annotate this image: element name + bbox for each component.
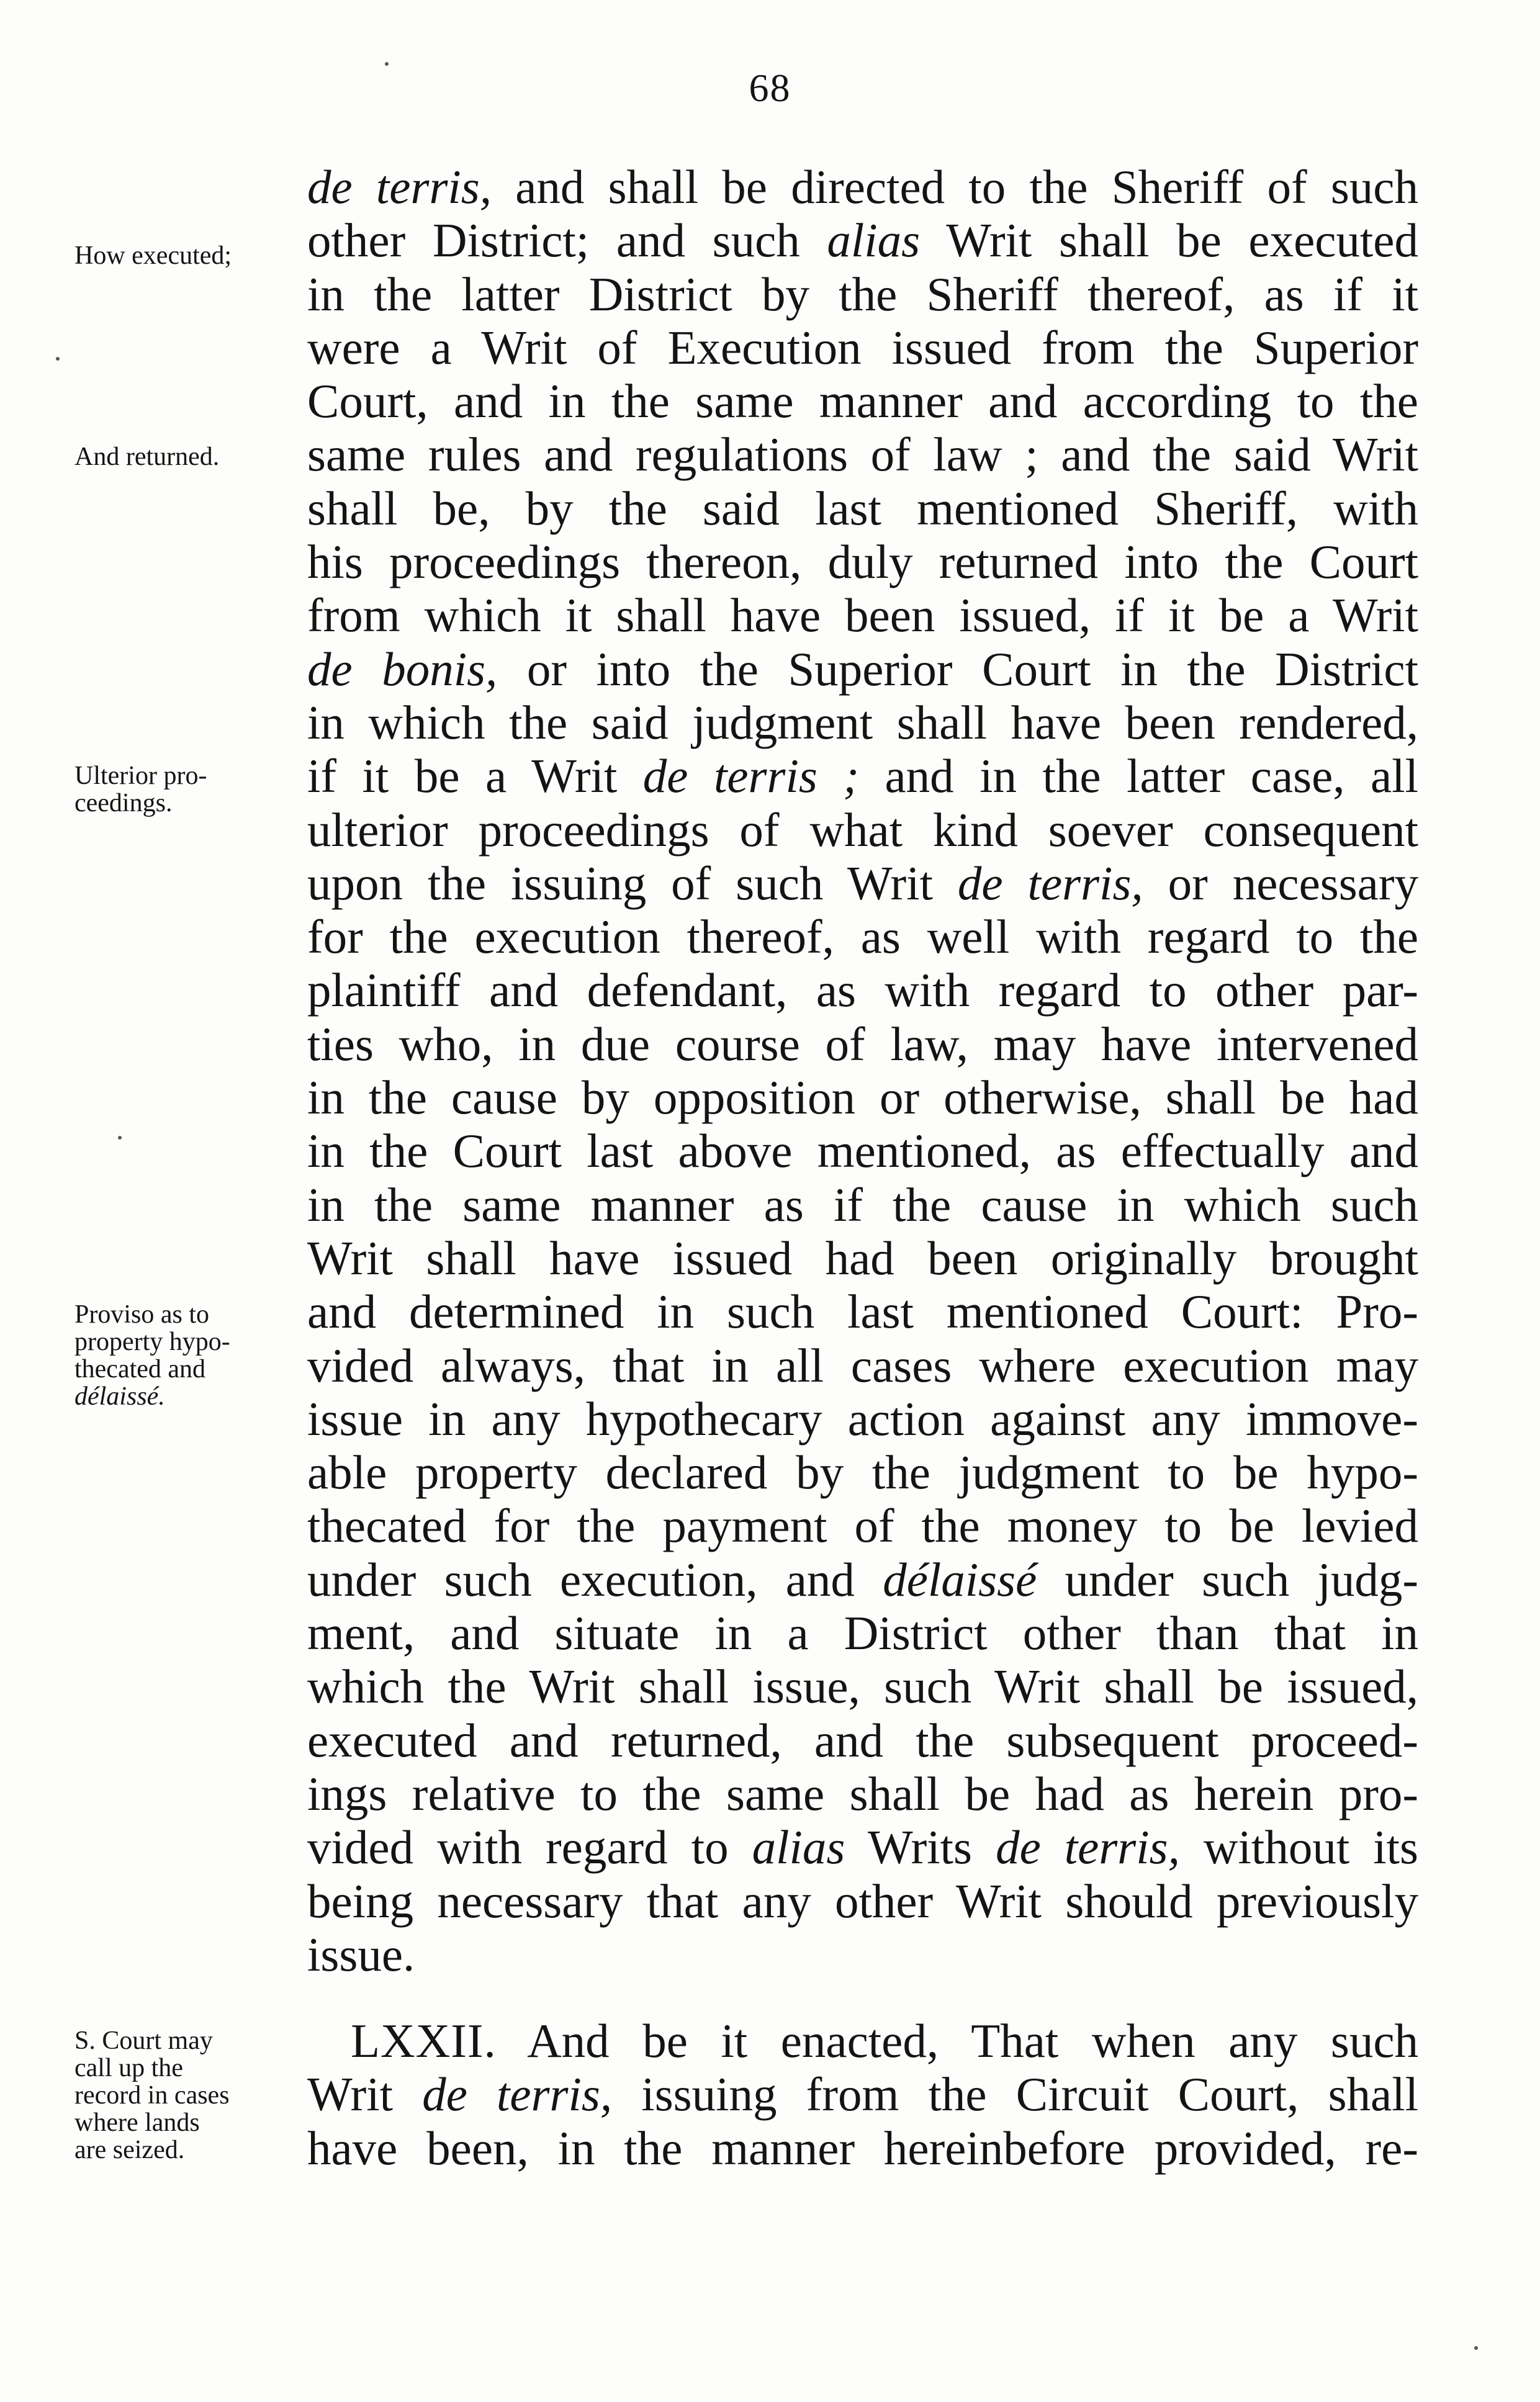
print-speck	[118, 1136, 122, 1140]
margin-note-line	[74, 1301, 286, 1328]
margin-note-line	[74, 2082, 286, 2109]
text-run: ment, and situate in a District other than that in	[307, 1606, 1418, 1660]
margin-note-proviso	[74, 1301, 286, 1410]
text-run: which the Writ shall issue, such Writ shall be issued,	[307, 1660, 1418, 1714]
text-line	[307, 1392, 1418, 1446]
text-line	[307, 1874, 1418, 1928]
margin-note-line	[74, 2054, 286, 2082]
text-run: Court, and in the same manner and according to the	[307, 374, 1418, 428]
text-run: able property declared by the judgment to be hypo-	[307, 1446, 1418, 1500]
text-run: in the same manner as if the cause in which such	[307, 1177, 1418, 1231]
text-run: in the cause by opposition or otherwise, shall be had	[307, 1071, 1418, 1125]
text-line	[307, 1499, 1418, 1552]
text-run: or necessary	[1143, 856, 1418, 910]
text-line	[307, 1071, 1418, 1124]
italic-text: de bonis,	[307, 642, 498, 696]
text-run: Proviso as to	[74, 1300, 210, 1329]
print-speck	[1474, 2346, 1478, 2350]
text-line	[307, 1017, 1418, 1071]
text-run: his proceedings thereon, duly returned into the Court	[307, 535, 1418, 589]
margin-note-line	[74, 789, 286, 817]
text-run: from which it shall have been issued, if it be a Writ	[307, 588, 1418, 642]
text-line	[307, 1285, 1418, 1338]
text-run: other District; and such	[307, 214, 827, 268]
text-run: under such execution, and	[307, 1552, 883, 1606]
section-line	[307, 2067, 1418, 2121]
text-run: ulterior proceedings of what kind soever consequent	[307, 803, 1418, 857]
text-line	[307, 857, 1418, 910]
text-run: and determined in such last mentioned Court: Pro-	[307, 1285, 1418, 1339]
italic-text: de terris ;	[642, 749, 859, 803]
text-line	[307, 803, 1418, 857]
text-run: And returned.	[74, 443, 220, 471]
text-run: have been, in the manner hereinbefore provided, re-	[307, 2121, 1418, 2175]
text-run: issuing from the Circuit Court, shall	[612, 2067, 1418, 2121]
italic-text: alias	[827, 214, 921, 268]
text-run: are seized.	[74, 2136, 185, 2164]
text-run: executed and returned, and the subsequent proceed-	[307, 1713, 1418, 1767]
text-line	[307, 749, 1418, 803]
margin-note-line	[74, 2027, 286, 2054]
text-run: How executed;	[74, 241, 232, 270]
text-run: without its	[1179, 1820, 1418, 1874]
text-run: under such judg-	[1037, 1552, 1418, 1606]
text-run: And be it enacted, That when any such	[496, 2014, 1418, 2067]
text-run: thecated and	[74, 1355, 206, 1383]
margin-note-line	[74, 1383, 286, 1410]
text-line	[307, 1714, 1418, 1767]
text-run: vided with regard to	[307, 1820, 752, 1874]
text-run: shall be, by the said last mentioned Sheriff, with	[307, 481, 1418, 535]
text-line	[307, 963, 1418, 1017]
text-run: vided always, that in all cases where execution may	[307, 1338, 1418, 1392]
text-run: property hypo-	[74, 1328, 230, 1356]
italic-text: délaissé	[883, 1552, 1037, 1606]
text-run: in the Court last above mentioned, as effectually and	[307, 1124, 1418, 1178]
text-line	[307, 1178, 1418, 1231]
text-line	[307, 214, 1418, 267]
text-line	[307, 1231, 1418, 1285]
text-line	[307, 1928, 1418, 1981]
margin-note-how-executed	[74, 242, 286, 269]
text-run: Ulterior pro-	[74, 762, 207, 790]
text-run: Writ shall have issued had been originally brought	[307, 1231, 1418, 1285]
text-run: plaintiff and defendant, as with regard to other par-	[307, 963, 1418, 1017]
text-line	[307, 588, 1418, 642]
text-run: ceedings.	[74, 789, 173, 817]
text-line	[307, 642, 1418, 696]
text-run: issue in any hypothecary action against any immove-	[307, 1392, 1418, 1446]
section-line	[307, 2121, 1418, 2175]
text-line	[307, 268, 1418, 321]
text-line	[307, 160, 1418, 214]
italic-text: de terris,	[996, 1820, 1180, 1874]
print-speck	[385, 62, 389, 66]
text-run: thecated for the payment of the money to be levied	[307, 1499, 1418, 1553]
statute-body-text	[307, 160, 1418, 1981]
text-run: in the latter District by the Sheriff thereof, as if it	[307, 267, 1418, 321]
margin-note-superior-court	[74, 2027, 286, 2164]
text-run: same rules and regulations of law ; and the said Writ	[307, 428, 1418, 482]
text-line	[307, 1820, 1418, 1874]
italic-text: de terris,	[307, 160, 492, 214]
print-speck	[56, 357, 60, 361]
text-run: ties who, in due course of law, may have intervened	[307, 1017, 1418, 1071]
text-run: in which the said judgment shall have been rendered,	[307, 695, 1418, 749]
margin-note-line	[74, 443, 286, 470]
text-line	[307, 374, 1418, 428]
text-line	[307, 910, 1418, 963]
text-run: where lands	[74, 2108, 200, 2137]
margin-note-line	[74, 2136, 286, 2164]
text-run: if it be a Writ	[307, 749, 643, 803]
text-run: LXXII.	[351, 2014, 497, 2067]
text-line	[307, 482, 1418, 535]
text-line	[307, 1339, 1418, 1392]
margin-note-line	[74, 1328, 286, 1356]
text-run: being necessary that any other Writ should previously	[307, 1874, 1418, 1928]
text-line	[307, 321, 1418, 374]
text-run: were a Writ of Execution issued from the Superior	[307, 320, 1418, 374]
text-line	[307, 1606, 1418, 1660]
italic-text: alias	[752, 1820, 845, 1874]
margin-note-ulterior-proceedings	[74, 762, 286, 817]
text-line	[307, 1553, 1418, 1606]
italic-text: délaissé.	[74, 1382, 165, 1411]
text-run: S. Court may	[74, 2026, 213, 2055]
text-run: upon the issuing of such Writ	[307, 856, 958, 910]
text-line	[307, 535, 1418, 588]
text-line	[307, 428, 1418, 481]
text-line	[307, 1767, 1418, 1820]
text-run: issue.	[307, 1927, 415, 1981]
text-run: and shall be directed to the Sheriff of such	[492, 160, 1418, 214]
section-line	[307, 2014, 1418, 2067]
text-run: for the execution thereof, as well with regard to the	[307, 910, 1418, 964]
text-run: Writ	[307, 2067, 423, 2121]
text-run: Writ shall be executed	[920, 214, 1418, 268]
margin-note-line	[74, 1356, 286, 1383]
italic-text: de terris,	[957, 856, 1143, 910]
text-run: call up the	[74, 2054, 183, 2082]
text-line	[307, 1124, 1418, 1177]
text-line	[307, 1446, 1418, 1499]
text-run: and in the latter case, all	[858, 749, 1418, 803]
text-line	[307, 1660, 1418, 1713]
text-run: record in cases	[74, 2081, 230, 2110]
margin-note-line	[74, 242, 286, 269]
italic-text: de terris,	[422, 2067, 613, 2121]
page-number: 68	[749, 66, 791, 110]
text-run: ings relative to the same shall be had as herein pro-	[307, 1766, 1418, 1820]
text-run: or into the Superior Court in the District	[497, 642, 1418, 696]
margin-note-and-returned	[74, 443, 286, 470]
text-line	[307, 696, 1418, 749]
margin-note-line	[74, 762, 286, 789]
margin-note-line	[74, 2109, 286, 2136]
text-run: Writs	[845, 1820, 996, 1874]
section-lxxii	[307, 2014, 1418, 2175]
